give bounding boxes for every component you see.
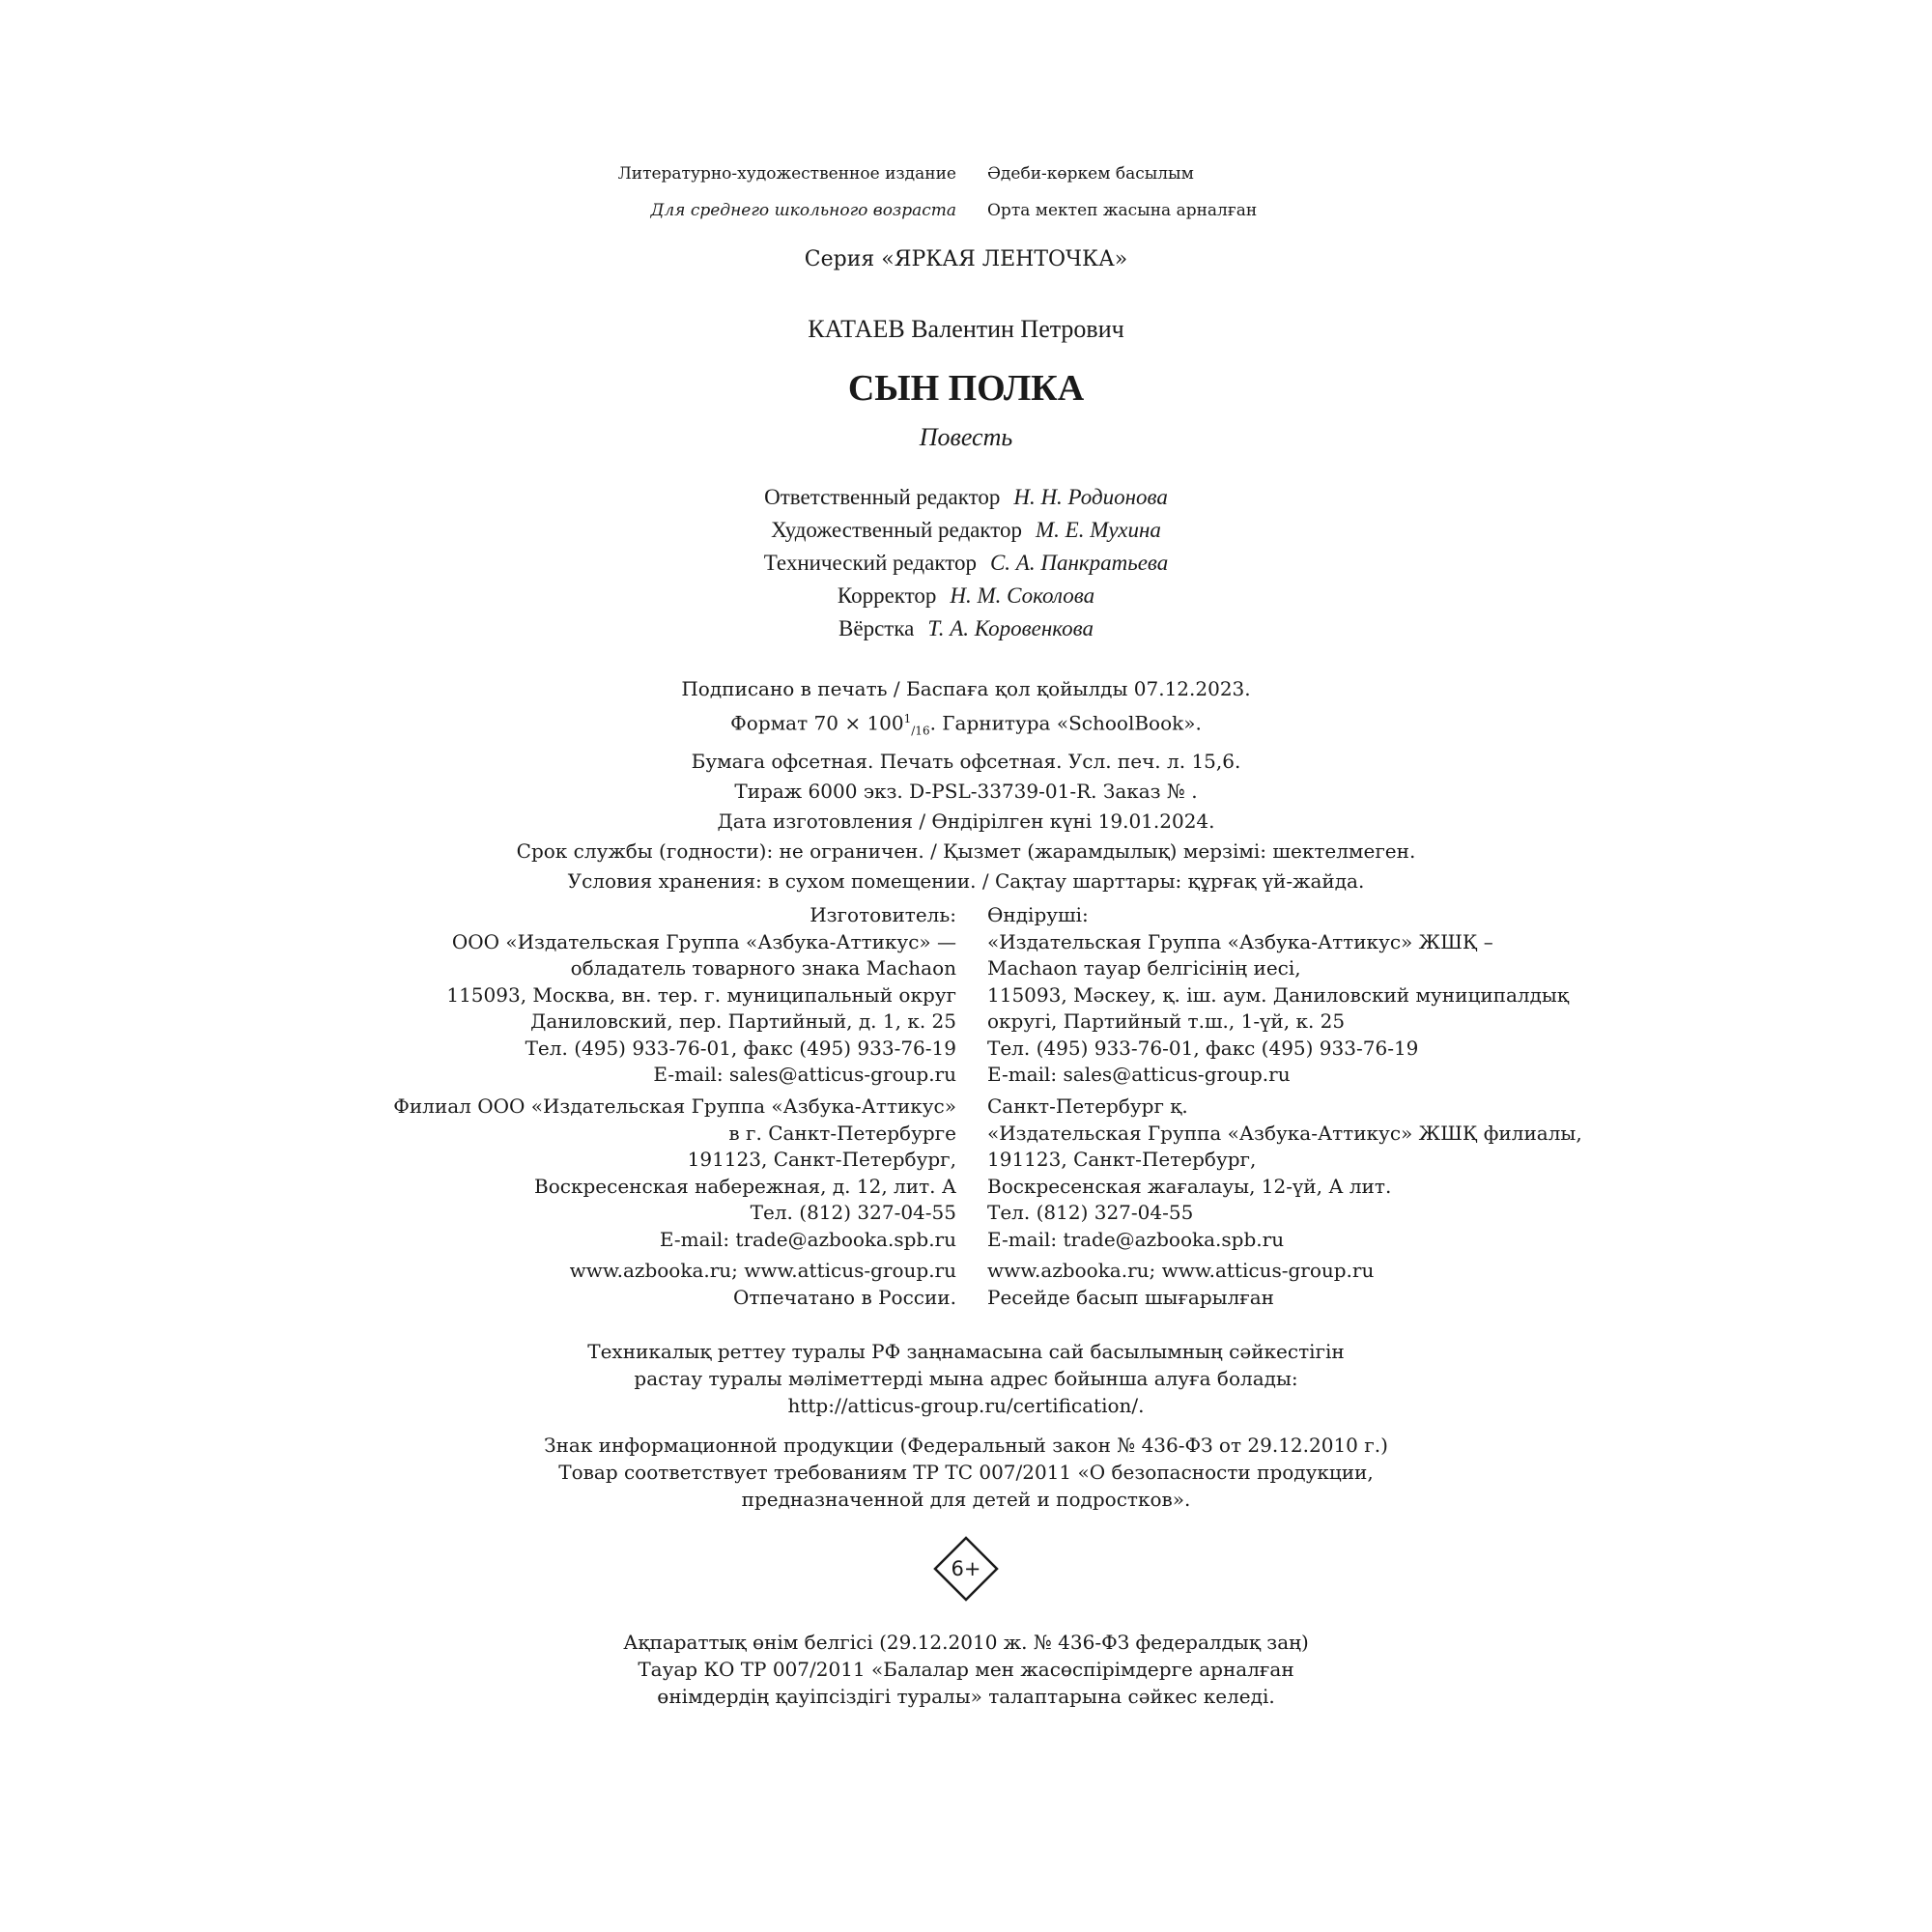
credit-role: Технический редактор: [763, 551, 977, 575]
info-sign-line: предназначенной для детей и подростков».: [741, 1488, 1191, 1511]
branch-line: Санкт-Петербург қ.: [987, 1094, 1188, 1118]
manufacturer-line: обладатель товарного знака Machaon: [570, 956, 956, 980]
branch-ru: [393, 1094, 956, 1253]
credit-line: [0, 612, 1932, 645]
storage-conditions: Условия хранения: в сухом помещении. / Сақтау шарттары: құрғақ үй-жайда.: [567, 868, 1365, 893]
credit-role: Корректор: [837, 583, 937, 608]
credit-person: М. Е. Мухина: [1036, 518, 1161, 542]
branch-email: E-mail: trade@azbooka.spb.ru: [987, 1227, 1285, 1251]
credit-role: Художественный редактор: [771, 518, 1022, 542]
certification-line: растау туралы мәліметтерді мына адрес бойынша алуға болады:: [634, 1367, 1298, 1390]
web-links: www.azbooka.ru; www.atticus-group.ru: [987, 1259, 1375, 1282]
publication-details: [0, 674, 1932, 896]
printed-in: Отпечатано в России.: [732, 1285, 956, 1309]
manufacturer-line: 115093, Мәскеу, қ. іш. аум. Даниловский муниципалдық: [987, 982, 1569, 1007]
credit-role: Ответственный редактор: [764, 485, 1001, 509]
book-genre: Повесть: [919, 423, 1013, 451]
book-title: СЫН ПОЛКА: [847, 368, 1085, 409]
info-sign-line: өнімдердің қауіпсіздігі туралы» талаптарына сәйкес келеді.: [657, 1685, 1275, 1708]
branch-email: E-mail: trade@azbooka.spb.ru: [659, 1227, 956, 1251]
series-name: Серия «ЯРКАЯ ЛЕНТОЧКА»: [804, 247, 1128, 271]
manufacturer-line: «Издательская Группа «Азбука-Аттикус» ЖШҚ –: [987, 929, 1493, 953]
branch-line: 191123, Санкт-Петербург,: [987, 1148, 1257, 1171]
credit-person: С. А. Панкратьева: [989, 551, 1169, 575]
manufacturer-line: Өндіруші:: [987, 903, 1089, 926]
manufacturer-line: Даниловский, пер. Партийный, д. 1, к. 25: [530, 1009, 956, 1033]
credit-line: [0, 481, 1932, 514]
manufacturer-line: Изготовитель:: [810, 903, 956, 926]
credit-person: Н. М. Соколова: [950, 583, 1095, 608]
manufacturer-line: Machaon тауар белгісінің иесі,: [987, 956, 1301, 980]
manufacturer-ru: [446, 902, 956, 1089]
format-prefix: Формат 70 × 100: [730, 711, 904, 735]
web-links: www.azbooka.ru; www.atticus-group.ru: [569, 1259, 956, 1282]
printed-in: Ресейде басып шығарылған: [987, 1285, 1274, 1309]
manufacturer-line: 115093, Москва, вн. тер. г. муниципальный округ: [446, 982, 956, 1007]
branch-line: Тел. (812) 327-04-55: [750, 1201, 956, 1224]
format-line: [0, 704, 1932, 747]
branch-line: 191123, Санкт-Петербург,: [687, 1148, 956, 1171]
age-rating-badge: [933, 1536, 999, 1602]
credit-person: Н. Н. Родионова: [1013, 485, 1168, 509]
branch-line: Воскресенская набережная, д. 12, лит. А: [534, 1174, 956, 1198]
info-sign-line: Товар соответствует требованиям ТР ТС 007/2011 «О безопасности продукции,: [558, 1461, 1374, 1484]
format-sub: /16: [911, 724, 930, 738]
branch-kz: [987, 1094, 1582, 1253]
credit-line: [0, 580, 1932, 612]
info-sign-ru-block: [0, 1432, 1932, 1513]
web-ru: [570, 1258, 956, 1311]
branch-line: в г. Санкт-Петербурге: [728, 1121, 956, 1145]
branch-line: Тел. (812) 327-04-55: [987, 1201, 1194, 1224]
certification-line: Техникалық реттеу туралы РФ заңнамасына сай басылымның сәйкестігін: [587, 1340, 1345, 1363]
paper-line: Бумага офсетная. Печать офсетная. Усл. печ. л. 15,6.: [691, 749, 1241, 773]
certification-block: [0, 1338, 1932, 1419]
branch-line: Филиал ООО «Издательская Группа «Азбука-Аттикус»: [393, 1094, 956, 1118]
credit-person: Т. А. Коровенкова: [927, 616, 1094, 640]
format-sup: 1: [903, 712, 912, 725]
author-name: КАТАЕВ Валентин Петрович: [808, 315, 1124, 343]
format-suffix: . Гарнитура «SchoolBook».: [929, 711, 1202, 735]
genre-kz: Әдеби-көркем басылым: [987, 164, 1194, 184]
info-sign-line: Знак информационной продукции (Федеральный закон № 436-ФЗ от 29.12.2010 г.): [544, 1434, 1388, 1457]
manufacture-date: Дата изготовления / Өндірілген күні 19.01.2024.: [717, 809, 1215, 833]
manufacturer-kz: [987, 902, 1569, 1089]
run-line: Тираж 6000 экз. D-PSL-33739-01-R. Заказ № .: [734, 779, 1198, 803]
age-ru: Для среднего школьного возраста: [650, 201, 956, 220]
credits-list: [0, 481, 1932, 645]
credit-role: Вёрстка: [838, 616, 915, 640]
branch-line: Воскресенская жағалауы, 12-үй, А лит.: [987, 1174, 1392, 1198]
certification-url: http://atticus-group.ru/certification/.: [787, 1394, 1145, 1417]
web-kz: [987, 1258, 1374, 1311]
manufacturer-line: Тел. (495) 933-76-01, факс (495) 933-76-19: [525, 1036, 956, 1060]
branch-line: «Издательская Группа «Азбука-Аттикус» ЖШҚ филиалы,: [987, 1121, 1582, 1145]
signed-date: Подписано в печать / Баспаға қол қойылды 07.12.2023.: [681, 677, 1251, 700]
age-rating-label: 6+: [951, 1557, 981, 1580]
info-sign-line: Ақпараттық өнім белгісі (29.12.2010 ж. № 436-ФЗ федералдық заң): [623, 1631, 1309, 1654]
info-sign-kz-block: [0, 1629, 1932, 1710]
credit-line: [0, 514, 1932, 547]
manufacturer-email: E-mail: sales@atticus-group.ru: [653, 1063, 956, 1086]
genre-ru: Литературно-художественное издание: [617, 164, 956, 184]
manufacturer-line: Тел. (495) 933-76-01, факс (495) 933-76-19: [987, 1036, 1419, 1060]
manufacturer-line: округі, Партийный т.ш., 1-үй, к. 25: [987, 1009, 1346, 1033]
shelf-life: Срок службы (годности): не ограничен. / Қызмет (жарамдылық) мерзімі: шектелмеген.: [516, 838, 1416, 863]
manufacturer-email: E-mail: sales@atticus-group.ru: [987, 1063, 1291, 1086]
info-sign-line: Тауар КО ТР 007/2011 «Балалар мен жасөспірімдерге арналған: [638, 1658, 1294, 1681]
age-kz: Орта мектеп жасына арналған: [987, 201, 1258, 220]
manufacturer-line: ООО «Издательская Группа «Азбука-Аттикус» —: [451, 929, 956, 953]
credit-line: [0, 547, 1932, 580]
